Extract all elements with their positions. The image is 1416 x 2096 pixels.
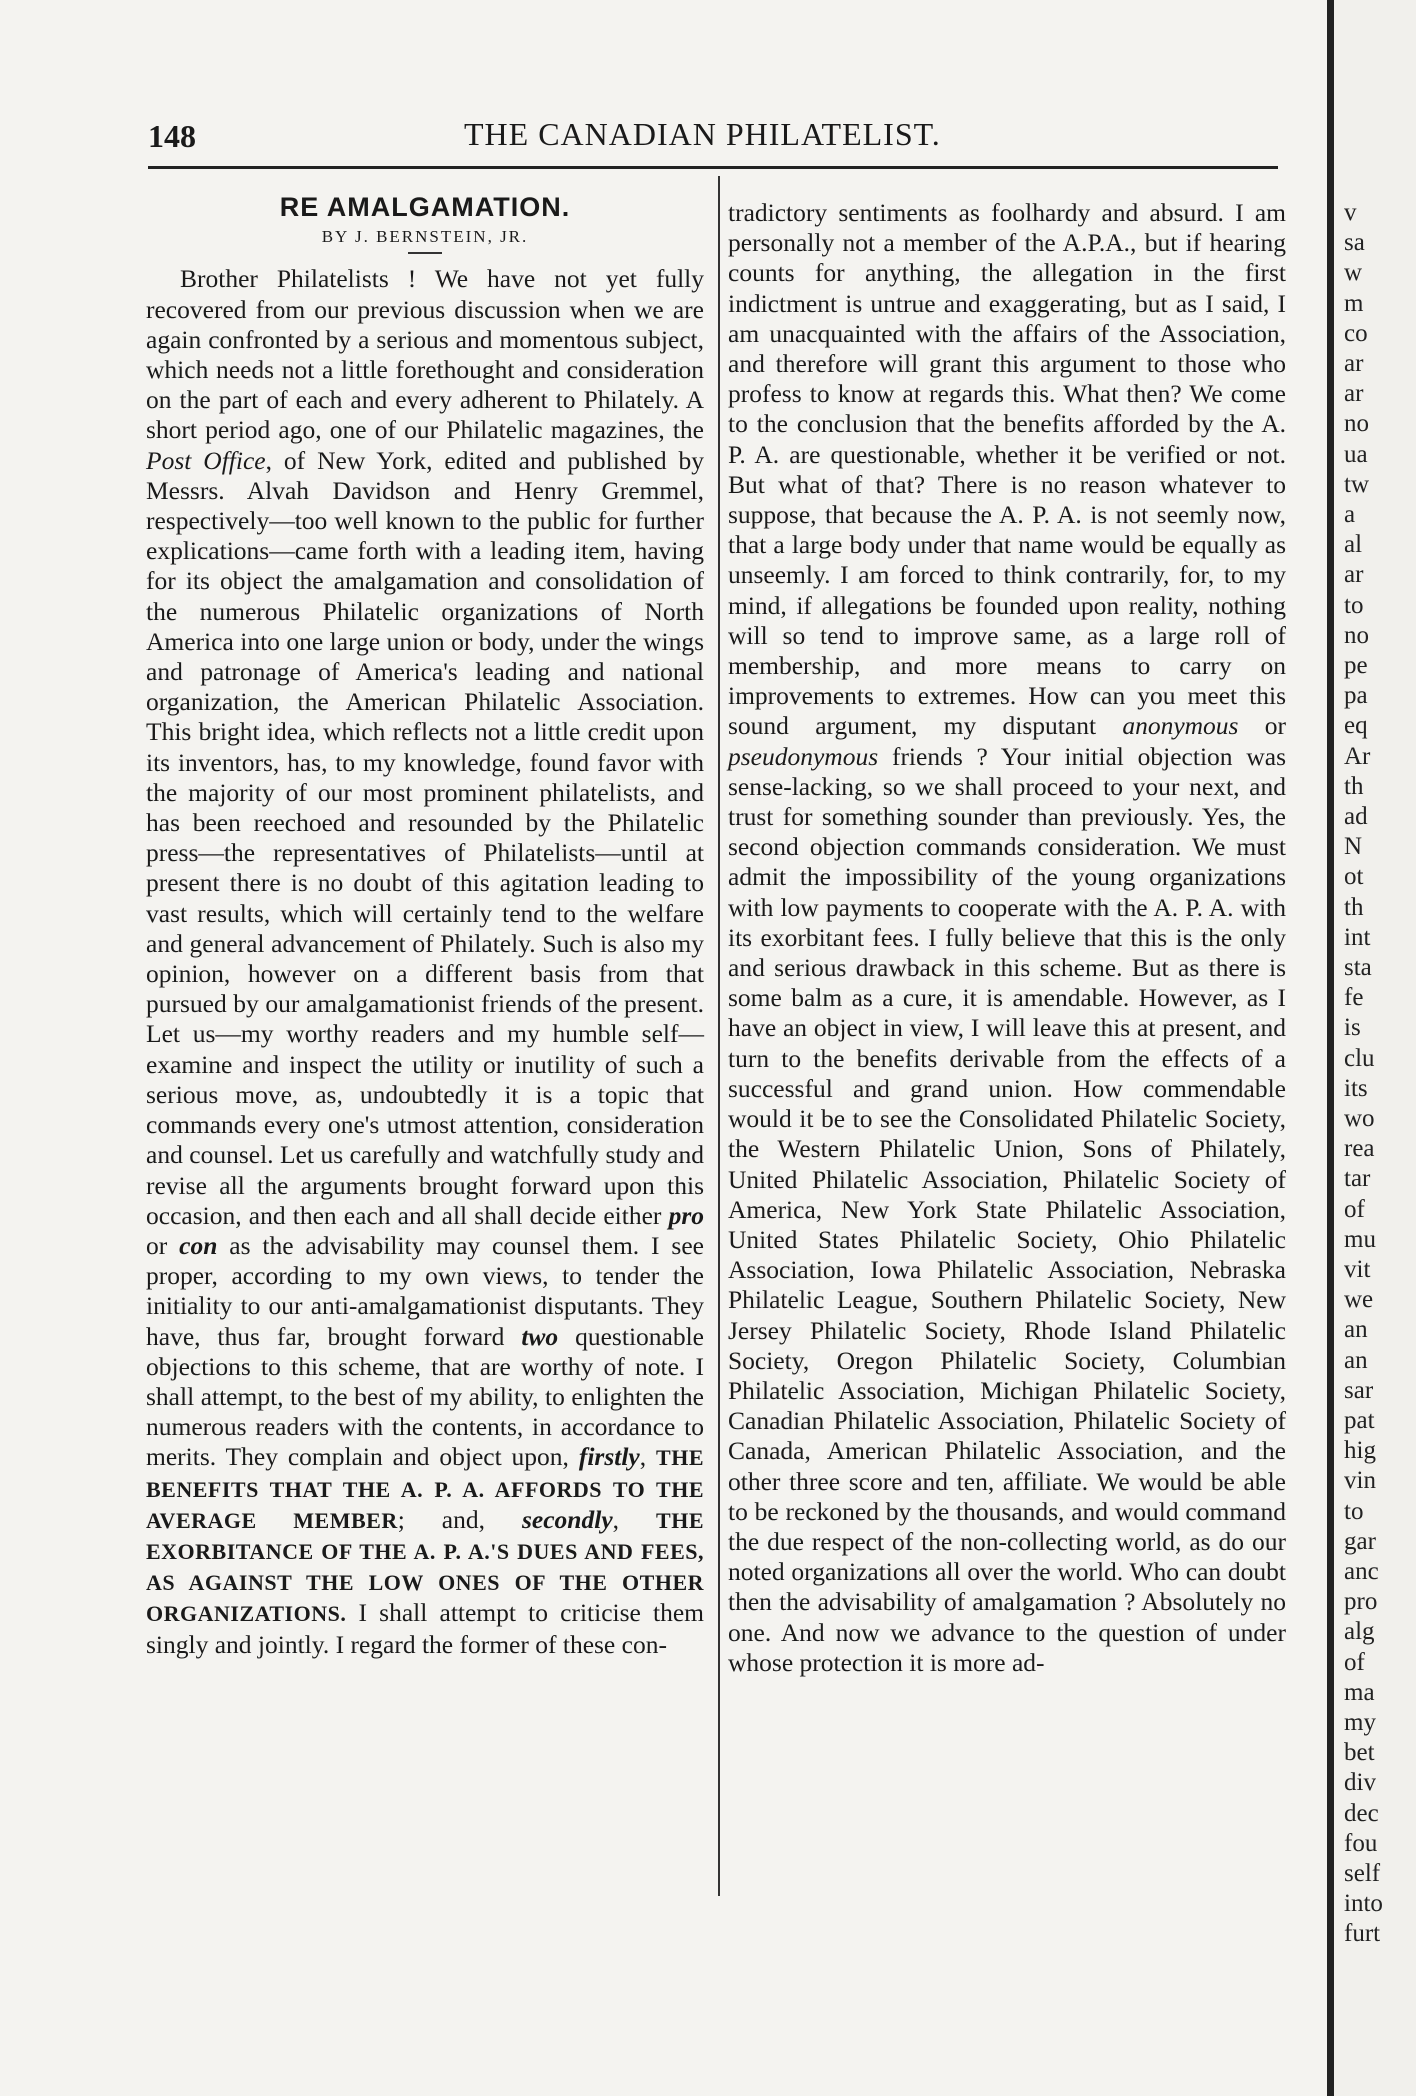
next-page-fragment: sar [1344,1376,1374,1404]
next-page-fragment: int [1344,923,1371,951]
text-run: or [1238,711,1286,741]
next-page-fragment: my [1344,1709,1376,1736]
text-run: tradictory sentiments as foolhardy and absurd. I am personally not a member of the A.P.A., but if hearing counts for anything, the allegation in the first indictment is untrue and exaggerating, but as I said, I am unacquainted with the affairs of the Association, and therefore will grant this argument to those who profess to know at regards this. What then? We come to the conclusion that the benefits afforded by the A. P. A. are questionable, whether it be verified or not. But what of that? There is no reason whatever to suppose, that because the A. P. A. is not seemly now, that a large body under that name would be equally as unseemly. I am forced to think contrarily, for, to my mind, if allegations be founded upon reality, nothing will so tend to improve same, as a large roll of membership, and more means to carry on improvements to extremes. How can you meet this sound argument, my disputant [728,198,1286,741]
next-page-edge [1334,0,1416,2096]
article-byline: BY J. BERNSTEIN, JR. [321,227,529,247]
italic-text: con [179,1230,218,1260]
next-page-fragment: ar [1344,350,1364,377]
next-page-fragment: ua [1344,440,1368,468]
next-page-fragment: pa [1344,682,1368,710]
next-page-fragment: clu [1344,1044,1375,1072]
next-page-fragment: of [1344,1195,1365,1223]
text-run: questionable objections to this scheme, that are worthy of note. I shall attempt, to the best of my ability, to enlighten the numerous readers with the contents, in accordance to merits. They complain and object upon, [146,1321,704,1472]
next-page-fragment: alg [1344,1618,1375,1646]
italic-text: pro [668,1200,704,1230]
next-page-fragment: ad [1344,803,1368,830]
next-page-fragment: pat [1344,1407,1375,1434]
next-page-fragment: no [1344,621,1369,649]
italic-text: anonymous [1122,711,1239,741]
next-page-fragment: is [1344,1014,1361,1042]
next-page-fragment: w [1344,259,1363,287]
next-page-fragment: wo [1344,1105,1375,1132]
next-page-fragment: vit [1344,1256,1371,1283]
next-page-fragment: v [1344,199,1357,226]
next-page-fragment: bet [1344,1739,1375,1767]
next-page-fragment: to [1344,591,1364,619]
next-page-fragment: of [1344,1648,1365,1676]
text-run: , [612,1504,657,1534]
next-page-fragment: furt [1344,1920,1381,1948]
header-rule [148,166,1278,169]
next-page-fragment: hig [1344,1437,1376,1465]
next-page-fragment: an [1344,1346,1368,1374]
next-page-fragment: into [1344,1890,1383,1918]
next-page-fragment: tar [1344,1165,1371,1193]
small-caps-text: THE EXORBITANCE OF THE A. P. A.'S DUES AND FEES, AS AGAINST THE LOW ONES OF THE OTHER ORGANIZATIONS. [146,1507,704,1627]
italic-text: Post Office [146,445,266,475]
next-page-fragment: gar [1344,1527,1376,1555]
next-page-fragment: a [1344,501,1356,528]
next-page-fragment: anc [1344,1558,1379,1585]
next-page-fragment: fe [1344,984,1364,1012]
next-page-fragment: sa [1344,229,1365,257]
next-page-fragment: pro [1344,1588,1378,1616]
next-page-fragment: sta [1344,954,1372,981]
next-page-fragment: N [1344,833,1363,861]
byline-rule [408,252,442,254]
italic-text: two [521,1321,559,1351]
next-page-fragment: fou [1344,1829,1378,1857]
next-page-fragment: self [1344,1860,1381,1887]
next-page-fragment: ar [1344,380,1364,408]
text-run: ; and, [397,1504,522,1534]
small-caps-text: THE BENEFITS THAT THE A. P. A. AFFORDS TO THE AVERAGE MEMBER [146,1445,705,1533]
next-page-fragment: no [1344,410,1369,438]
italic-text: secondly [522,1504,613,1534]
next-page-fragment: ma [1344,1678,1375,1706]
next-page-fragment: an [1344,1316,1368,1344]
next-page-fragment: Ar [1344,742,1371,770]
left-column [146,192,704,1660]
next-page-fragment: pe [1344,652,1368,679]
next-page-fragment: ar [1344,561,1364,589]
next-page-fragment: vin [1344,1467,1376,1495]
right-column [728,198,1286,1678]
journal-title: THE CANADIAN PHILATELIST. [464,116,941,152]
next-page-fragment: al [1344,531,1363,559]
left-column-text [146,264,704,1659]
page-gutter [1327,0,1334,2096]
text-run: I shall attempt to criticise them singly and jointly. I regard the former of these con- [146,1598,704,1659]
text-run: , [639,1442,657,1472]
italic-text: firstly [578,1442,640,1472]
next-page-fragment: to [1344,1497,1364,1525]
column-divider [718,176,720,1896]
next-page-fragment: mu [1344,1225,1376,1253]
next-page-fragment: co [1344,319,1368,347]
next-page-fragment: th [1344,772,1364,800]
next-page-fragment: th [1344,893,1364,921]
next-page-fragment: we [1344,1286,1374,1314]
text-run: as the advisability may counsel them. I see proper, according to my own views, to tender the initiality to our anti-amalgamationist disputants. They have, thus far, brought forward [146,1230,704,1351]
next-page-fragment: tw [1344,470,1369,498]
next-page-fragment: rea [1344,1135,1375,1163]
article-title: RE AMALGAMATION. [279,192,571,222]
right-column-text [728,198,1286,1678]
next-page-fragment: div [1344,1769,1376,1797]
text-run: friends ? Your initial objection was sense-lacking, so we shall proceed to your next, and trust for something sounder than previously. Yes, the second objection commands consideration. We must admit the impossibility of the young organizations with low payments to cooperate with the A. P. A. with its exorbitant fees. I fully believe that this is the only and serious drawback in this scheme. But as there is some balm as a cure, it is amendable. However, as I have an object in view, I will leave this at present, and turn to the benefits derivable from the effects of a successful and grand union. How commendable would it be to see the Consolidated Philatelic Society, the Western Philatelic Union, Sons of Philately, United Philatelic Association, Philatelic Society of America, New York State Philatelic Association, United States Philatelic Society, Ohio Philatelic Association, Iowa Philatelic Association, Nebraska Philatelic League, Southern Philatelic Society, New Jersey Philatelic Society, Rhode Island Philatelic Society, Oregon Philatelic Society, Columbian Philatelic Association, Michigan Philatelic Society, Canadian Philatelic Association, Philatelic Society of Canada, American Philatelic Association, and the other three score and ten, affiliate. We would be able to be reckoned by the thousands, and would command the due respect of the non-collecting world, as do our noted organizations all over the world. Who can doubt then the advisability of amalgamation ? Absolutely no one. And now we advance to the question of under whose protection it is more ad- [728,741,1286,1677]
text-run: or [146,1230,180,1260]
text-run: Brother Philatelists ! We have not yet fully recovered from our previous discussion when we are again confronted by a serious and momentous subject, which needs not a little forethought and consideration on the part of each and every adherent to Philately. A short period ago, one of our Philatelic magazines, the [146,264,704,445]
next-page-fragment: m [1344,289,1364,317]
page-number: 148 [148,118,196,154]
italic-text: pseudonymous [728,741,879,771]
text-run: , of New York, edited and published by Messrs. Alvah Davidson and Henry Gremmel, respectively—too well known to the public for further explications—came forth with a leading item, having for its object the amalgamation and consolidation of the numerous Philatelic organizations of North America into one large union or body, under the wings and patronage of America's leading and national organization, the American Philatelic Association. This bright idea, which reflects not a little credit upon its inventors, has, to my knowledge, found favor with the majority of our most prominent philatelists, and has been reechoed and resounded by the Philatelic press—the representatives of Philatelists—until at present there is no doubt of this agitation leading to vast results, which will certainly tend to the welfare and general advancement of Philately. Such is also my opinion, however on a different basis from that pursued by our amalgamationist friends of the present. Let us—my worthy readers and my humble self—examine and inspect the utility or inutility of such a serious move, as, undoubtedly it is a topic that commands every one's utmost attention, consideration and counsel. Let us carefully and watchfully study and revise all the arguments brought forward upon this occasion, and then each and all shall decide either [146,445,705,1230]
next-page-fragment: its [1344,1074,1368,1102]
next-page-fragment: ot [1344,863,1364,891]
next-page-fragment: dec [1344,1799,1379,1827]
next-page-fragment: eq [1344,712,1368,740]
